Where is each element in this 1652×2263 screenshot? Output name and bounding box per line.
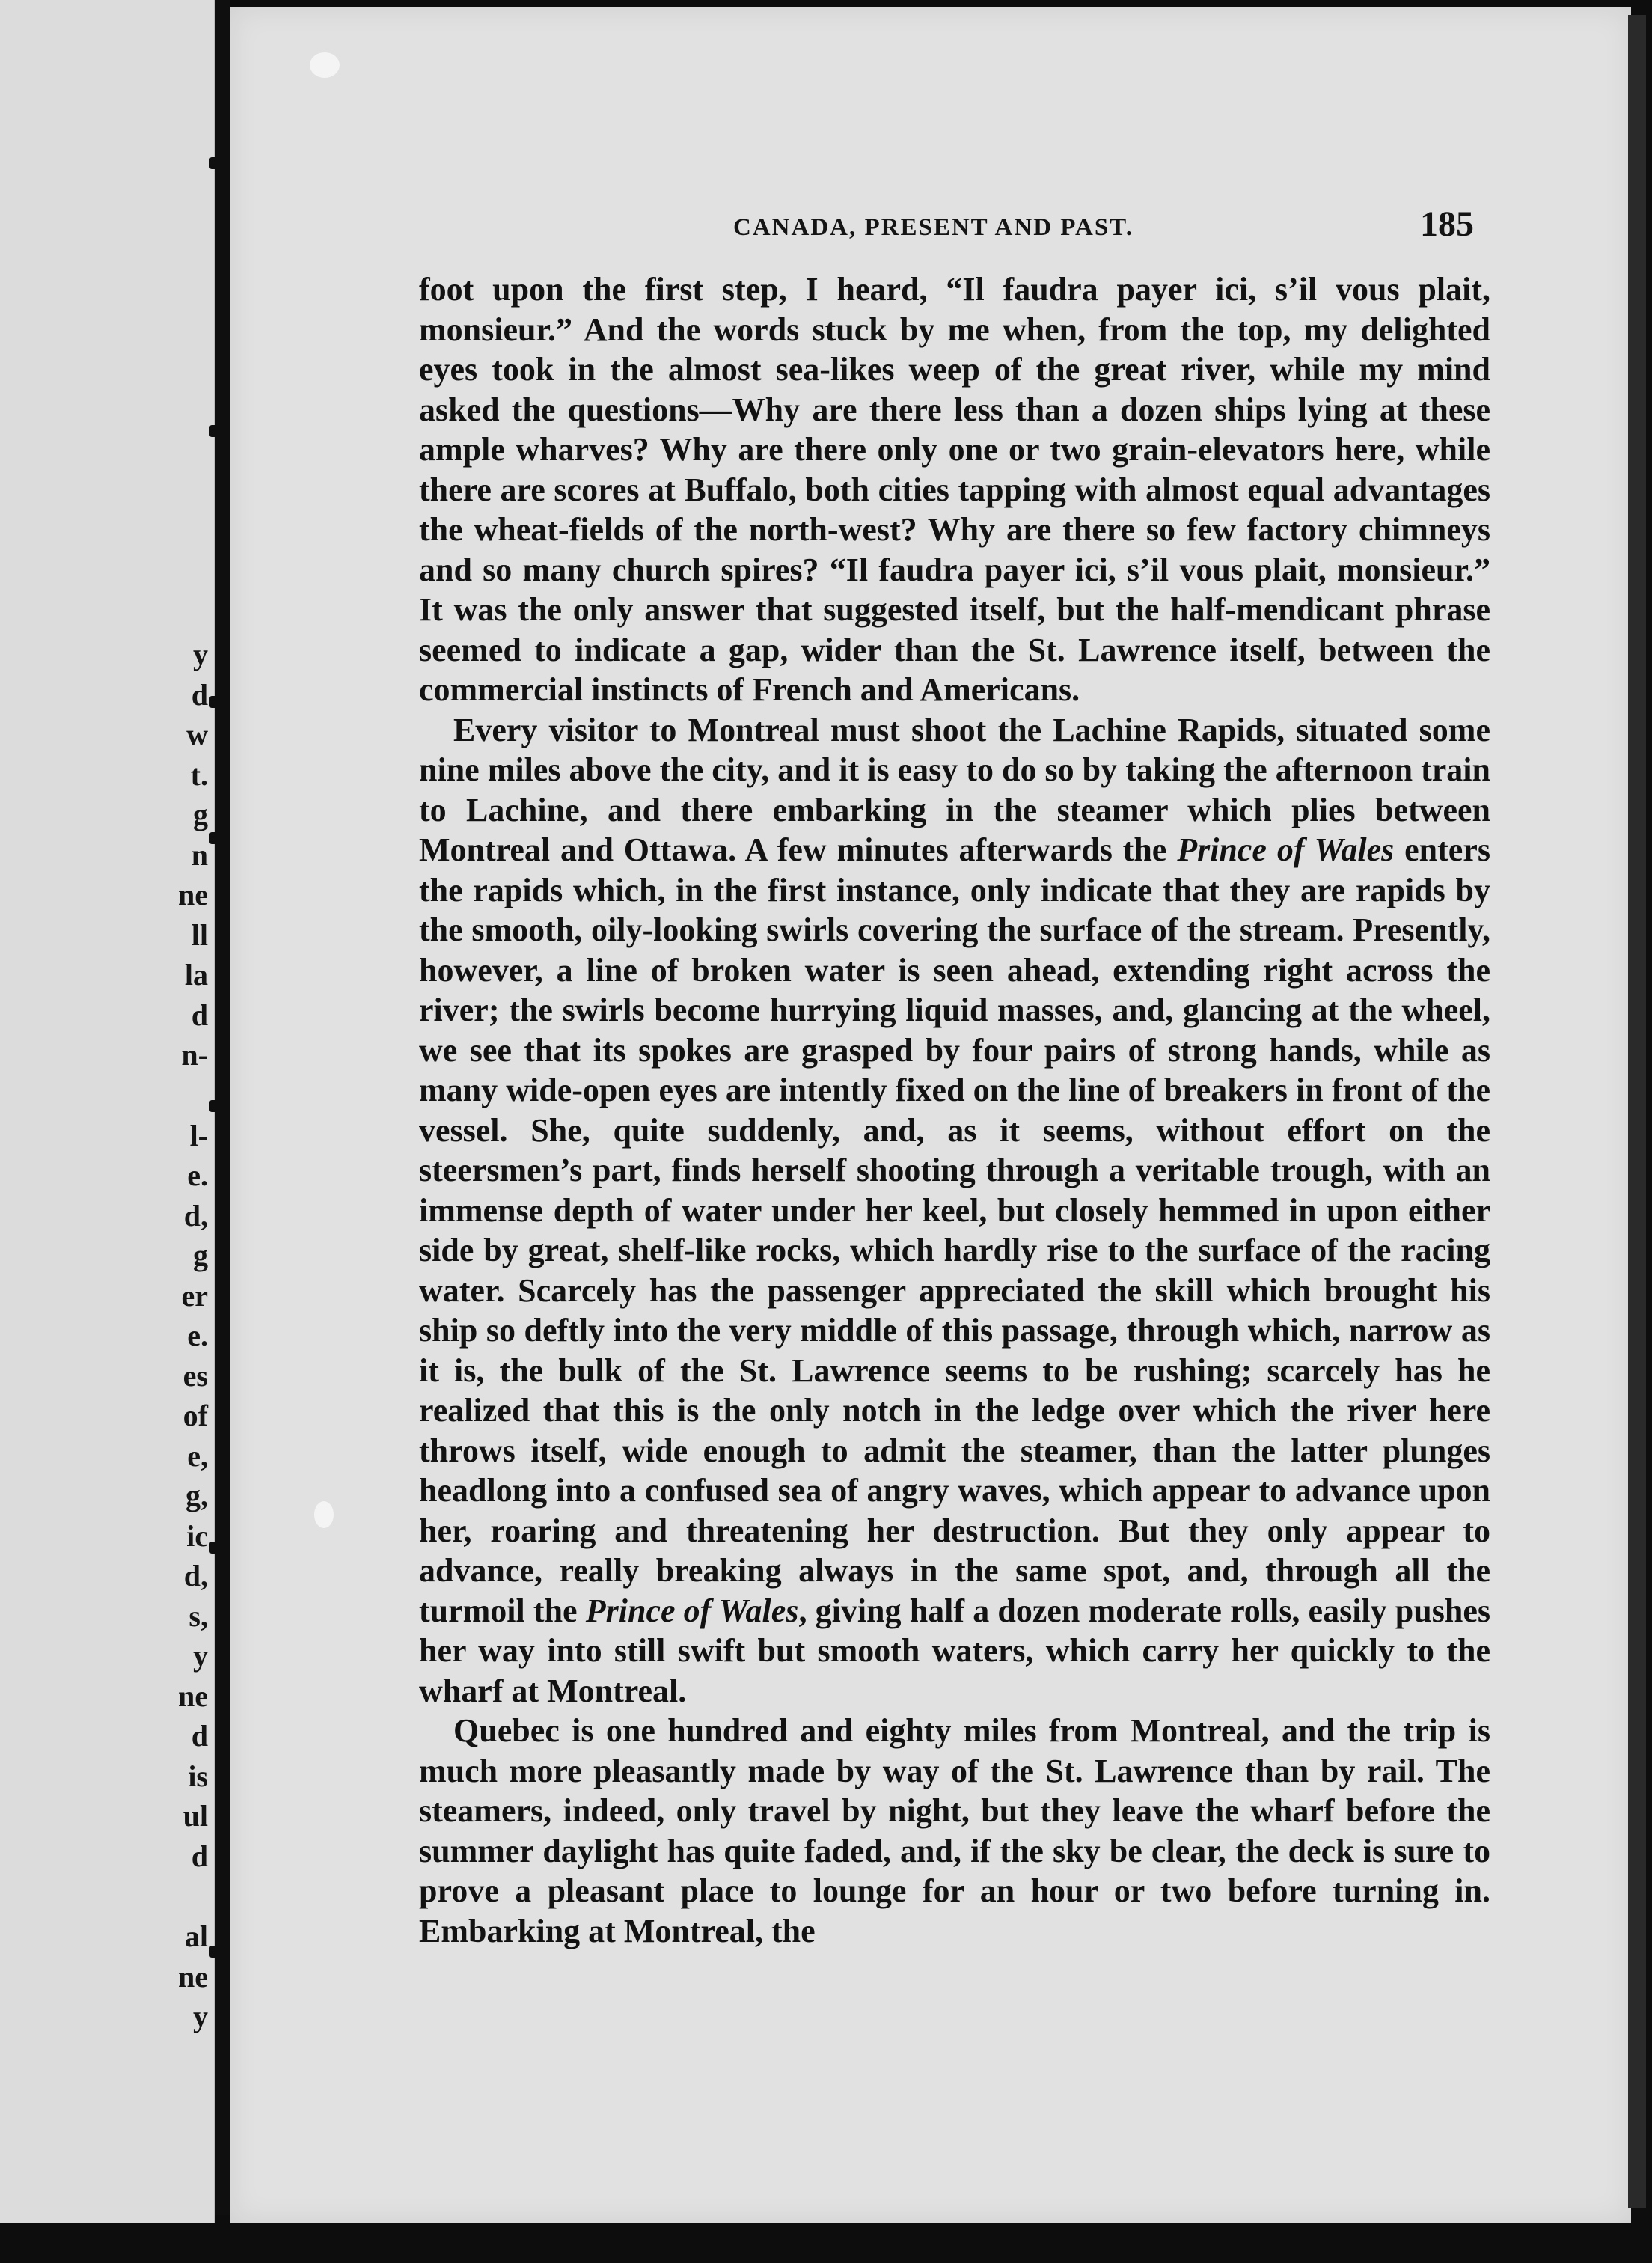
page-number: 185 [1420,204,1474,244]
facing-page-fragment: n [191,837,208,872]
facing-page-fragment: d, [183,1198,208,1233]
facing-page-fragment: e, [187,1438,208,1473]
facing-page-fragment: g [193,798,208,831]
facing-page-fragment: is [188,1759,208,1793]
page-header [230,204,1631,248]
facing-page-fragment: ic [186,1518,208,1553]
facing-page-fragment: t. [190,757,208,792]
facing-page-fragment: ne [178,1959,208,1994]
facing-page-fragment [156,1876,208,1917]
facing-page-fragment: ne [178,1679,208,1713]
ship-name: Prince of Wales [1177,831,1395,868]
facing-page-fragment: w [186,718,208,751]
paper-speck [310,52,340,78]
book-page [230,7,1631,2223]
facing-page-fragment: d [191,677,208,712]
running-head: CANADA, PRESENT AND PAST. [733,214,1134,241]
paper-speck [314,1501,334,1528]
facing-page-fragment: of [183,1399,208,1432]
facing-page-line-ends [156,635,208,2037]
facing-page-fragment: s, [189,1598,208,1633]
paragraph-1: foot upon the first step, I heard, “Il faudra payer ici, s’il vous plait, monsieur.” And the words stuck by me when, from the top, my delighted eyes took in the almost sea-likes weep of the great river, while my mind asked the questions—Why are there less than a dozen ships lying at these ample wharves? Why are there only one or two grain-elevators here, while there are scores at Buffalo, both cities tapping with almost equal advantages the wheat-fields of the north-west? Why are there so few factory chimneys and so many church spires? “Il faudra payer ici, s’il vous plait, monsieur.” It was the only answer that suggested itself, but the half-mendicant phrase seemed to indicate a gap, wider than the St. Lawrence itself, between the commercial instincts of French and Americans. [419,271,1490,708]
paragraph-2: Every visitor to Montreal must shoot the Lachine Rapids, situated some nine miles above the city, and it is easy to do so by taking the afternoon train to Lachine, and there embarking in the steamer which plies between Montreal and Ottawa. A few minutes afterwards the Prince of Wales enters the rapids which, in the first instance, only indicate that they are rapids by the smooth, oily-looking swirls covering the surface of the stream. Presently, however, a line of broken water is seen ahead, extending right across the river; the swirls become hurrying liquid masses, and, glancing at the wheel, we see that its spokes are grasped by four pairs of strong hands, while as many wide-open eyes are intently fixed on the line of breakers in front of the vessel. She, quite suddenly, and, as it seems, without effort on the steersmen’s part, finds herself shooting through a veritable trough, with an immense depth of water under her keel, but closely hemmed in upon either side by great, shelf-like rocks, which hardly rise to the surface of the racing water. Scarcely has the passenger appreciated the skill which brought his ship so deftly into the very middle of this passage, through which, narrow as it is, the bulk of the St. Lawrence seems to be rushing; scarcely has he realized that this is the only notch in the ledge over which the river here throws itself, wide enough to admit the steamer, than the latter plunges headlong into a confused sea of angry waves, which appear to advance upon her, roaring and threatening her destruction. But they only appear to advance, really breaking always in the same spot, and, through all the turmoil the Prince of Wales, giving half a dozen moderate rolls, easily pushes her way into still swift but smooth waters, which carry her quickly to the wharf at Montreal. [419,711,1490,1709]
body-text [419,269,1490,1951]
facing-page-fragment: d [191,1719,208,1753]
facing-page-fragment: g [193,1239,208,1272]
facing-page-fragment: es [183,1358,208,1393]
facing-page-fragment: y [193,2000,208,2033]
facing-page-fragment: l- [189,1118,208,1152]
facing-page-fragment: al [184,1920,208,1953]
facing-page-fragment: d [191,998,208,1032]
facing-page-fragment: e. [187,1158,208,1192]
facing-page-fragment: y [193,638,208,671]
facing-page-fragment [156,1075,208,1116]
facing-page-fragment: n- [181,1038,208,1072]
facing-page-fragment: d, [183,1559,208,1592]
facing-page-fragment: er [181,1278,208,1313]
facing-page-fragment: ne [178,878,208,911]
ship-name: Prince of Wales [585,1592,799,1629]
book-binding [215,0,230,2215]
page-edge [1628,15,1646,2208]
facing-page [0,0,215,2223]
facing-page-fragment: ll [191,917,208,952]
facing-page-fragment: ul [183,1799,208,1833]
paragraph-3: Quebec is one hundred and eighty miles from Montreal, and the trip is much more pleasantly made by way of the St. Lawrence than by rail. The steamers, indeed, only travel by night, but they leave the wharf before the summer daylight has quite faded, and, if the sky be clear, the deck is sure to prove a pleasant place to lounge for an hour or two before turning in. Embarking at Montreal, the [419,1712,1490,1949]
facing-page-fragment: e. [187,1319,208,1352]
facing-page-fragment: g, [186,1479,208,1512]
facing-page-fragment: y [193,1639,208,1673]
facing-page-fragment: la [184,958,208,992]
facing-page-fragment: d [191,1839,208,1873]
